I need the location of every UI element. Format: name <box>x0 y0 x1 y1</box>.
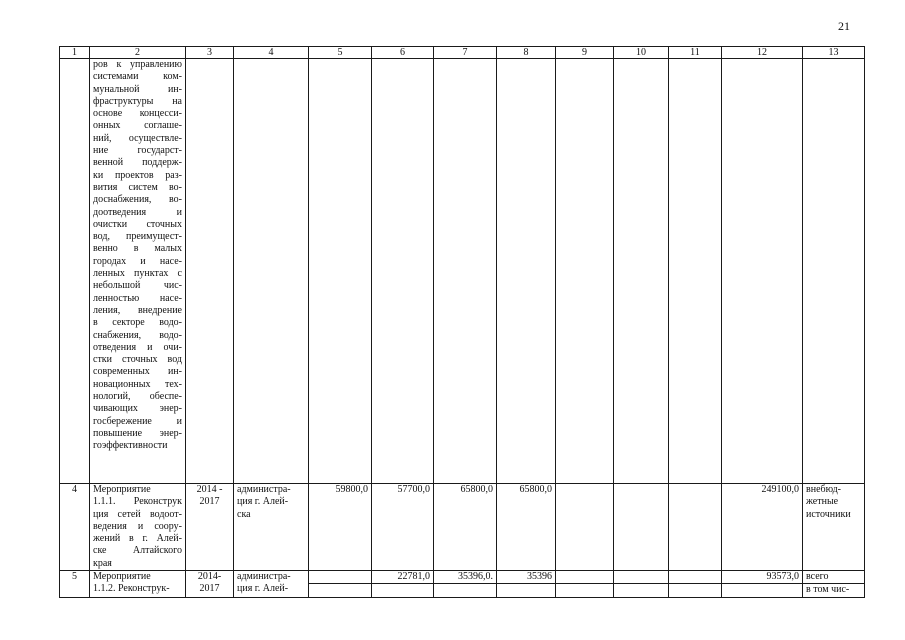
executor-cell <box>234 571 309 598</box>
text-line: повышение энер- <box>93 427 182 439</box>
header-cell: 9 <box>556 47 614 59</box>
table-row-5 <box>60 571 865 584</box>
text-line: вод, преимущест- <box>93 231 182 243</box>
text-line: госбережение и <box>93 415 182 427</box>
source-line: источники <box>806 508 851 520</box>
text-line: Мероприятие <box>93 484 151 495</box>
text-line: 1.1.1. Реконструк <box>93 496 182 508</box>
text-line: гоэффективности <box>93 440 168 452</box>
text-line: стки сточных вод <box>93 354 182 366</box>
funding-source-cell <box>803 484 865 571</box>
text-line: доотведения и <box>93 206 182 218</box>
header-cell: 7 <box>434 47 497 59</box>
period-start: 2014- <box>197 571 222 583</box>
executor-line: администра- <box>237 571 291 583</box>
period-end: 2017 <box>199 583 220 595</box>
value-col7: 35396,0. <box>434 571 497 584</box>
text-line: чивающих энер- <box>93 403 182 415</box>
text-line: доснабжения, во- <box>93 194 182 206</box>
text-line: снабжения, водо- <box>93 329 182 341</box>
continuation-text <box>93 59 182 453</box>
text-line: онных соглаше- <box>93 120 182 132</box>
measure-name <box>93 484 182 570</box>
text-line: ведения и соору- <box>93 520 182 532</box>
text-line: современных ин- <box>93 366 182 378</box>
table-row-continuation <box>60 59 865 484</box>
value-col7: 65800,0 <box>434 484 497 571</box>
text-line: ние государст- <box>93 145 182 157</box>
row-number: 5 <box>60 571 90 598</box>
table-row-4 <box>60 484 865 571</box>
text-line: ске Алтайского <box>93 545 182 557</box>
source-line: внебюд- <box>806 484 841 495</box>
text-line: ки проектов раз- <box>93 169 182 181</box>
executor-line: ция г. Алей- <box>237 496 289 508</box>
header-cell: 4 <box>234 47 309 59</box>
header-cell: 3 <box>186 47 234 59</box>
text-line: жений в г. Алей- <box>93 533 182 545</box>
header-cell: 1 <box>60 47 90 59</box>
header-cell: 11 <box>669 47 722 59</box>
period-cell <box>186 484 234 571</box>
program-table <box>59 46 865 598</box>
source-line: жетные <box>806 496 839 508</box>
text-line: нологий, обеспе- <box>93 391 182 403</box>
header-cell: 8 <box>497 47 556 59</box>
text-line: ления, внедрение <box>93 304 182 316</box>
header-cell: 13 <box>803 47 865 59</box>
header-row <box>60 47 865 59</box>
value-col12-total: 249100,0 <box>722 484 803 571</box>
text-line: венной поддерж- <box>93 157 182 169</box>
executor-line: администра- <box>237 484 291 495</box>
text-line: 1.1.2. Реконструк- <box>93 583 170 595</box>
text-line: ция сетей водоот- <box>93 508 182 520</box>
text-line: городах и насе- <box>93 255 182 267</box>
funding-source-total: всего <box>803 571 865 584</box>
text-line: вития систем во- <box>93 181 182 193</box>
text-line: ров к управлению <box>93 59 182 70</box>
text-line: небольшой чис- <box>93 280 182 292</box>
header-cell: 10 <box>614 47 669 59</box>
measure-name-cell <box>90 571 186 598</box>
text-line: Мероприятие <box>93 571 151 583</box>
executor-cell <box>234 484 309 571</box>
page-number: 21 <box>838 19 850 33</box>
period-cell <box>186 571 234 598</box>
text-line: ленностью насе- <box>93 292 182 304</box>
text-line: основе концесси- <box>93 108 182 120</box>
header-cell: 6 <box>372 47 434 59</box>
value-col5: 59800,0 <box>309 484 372 571</box>
text-line: мунальной ин- <box>93 83 182 95</box>
text-line: новационных тех- <box>93 378 182 390</box>
measure-name <box>93 571 182 596</box>
text-line: в секторе водо- <box>93 317 182 329</box>
value-col6: 57700,0 <box>372 484 434 571</box>
header-cell: 2 <box>90 47 186 59</box>
value-col12-total: 93573,0 <box>722 571 803 584</box>
header-cell: 12 <box>722 47 803 59</box>
text-line: ний, осуществле- <box>93 132 182 144</box>
period-start: 2014 - <box>196 484 223 495</box>
executor-line: ска <box>237 508 251 520</box>
text-line: фраструктуры на <box>93 95 182 107</box>
executor-line: ция г. Алей- <box>237 583 289 595</box>
text-line: ленных пунктах с <box>93 268 182 280</box>
period-end: 2017 <box>199 496 220 508</box>
measure-name-cell <box>90 484 186 571</box>
value-col8: 65800,0 <box>497 484 556 571</box>
continuation-text-cell <box>90 59 186 484</box>
text-line: отведения и очи- <box>93 341 182 353</box>
text-line: системами ком- <box>93 71 182 83</box>
text-line: очистки сточных <box>93 218 182 230</box>
row-number: 4 <box>60 484 90 571</box>
value-col8: 35396 <box>497 571 556 584</box>
header-cell: 5 <box>309 47 372 59</box>
text-line: венно в малых <box>93 243 182 255</box>
text-line: края <box>93 557 112 569</box>
value-col6: 22781,0 <box>372 571 434 584</box>
funding-source-sub: в том чис- <box>803 584 865 597</box>
